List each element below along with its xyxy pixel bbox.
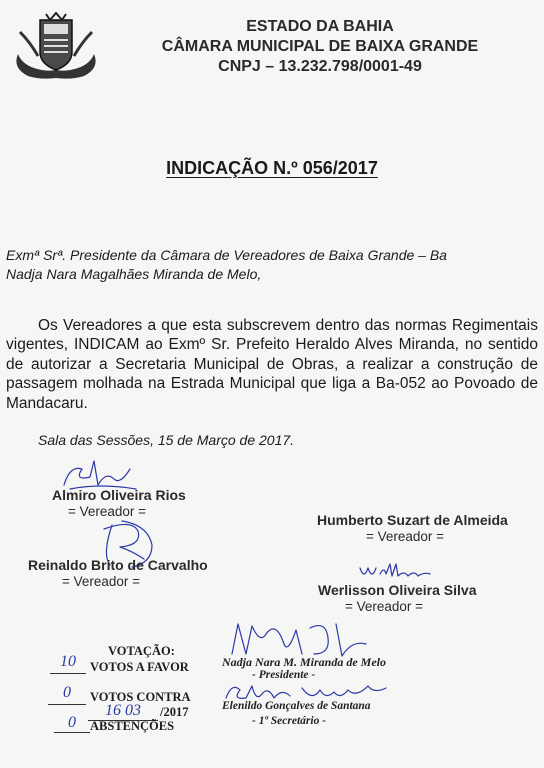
signatory-role-2: = Vereador = — [366, 529, 445, 544]
secretary-name: Elenildo Gonçalves de Santana — [222, 700, 371, 712]
votes-favor-count: 10 — [50, 653, 86, 674]
body-paragraph — [6, 316, 538, 413]
signatory-name-1: Almiro Oliveira Rios — [52, 487, 186, 503]
votes-against-count: 0 — [48, 684, 86, 705]
votes-against-label: VOTOS CONTRA — [90, 690, 191, 704]
header-chamber: CÂMARA MUNICIPAL DE BAIXA GRANDE — [161, 38, 479, 55]
signatory-name-4: Werlisson Oliveira Silva — [318, 582, 477, 598]
vote-date-handwritten: 16 03 — [88, 702, 158, 721]
date-line: Sala das Sessões, 15 de Março de 2017. — [38, 432, 295, 448]
document-title — [0, 158, 544, 179]
votes-abstain-label: ABSTENÇÕES — [90, 719, 175, 733]
addressee-line-1: Exmª Srª. Presidente da Câmara de Vereadores de Baixa Grande – Ba — [6, 247, 447, 263]
signatory-name-2: Humberto Suzart de Almeida — [317, 512, 508, 528]
header-state: ESTADO DA BAHIA — [246, 18, 394, 35]
body-text: Os Vereadores a que esta subscrevem dentro das normas Regimentais vigentes, INDICAM ao Exmº Sr. Prefeito Heraldo Alves Miranda, no sentido de autorizar a Secretaria Municipal de Obras, a realizar a construção de passagem molhada na Estrada Municipal que liga a Ba-052 ao Povoado de Mandacaru. — [6, 317, 538, 412]
votes-abstain-count: 0 — [54, 714, 90, 733]
addressee-line-2: Nadja Nara Magalhães Miranda de Melo, — [6, 266, 262, 282]
president-role: - Presidente - — [252, 669, 316, 681]
signatory-role-4: = Vereador = — [345, 599, 424, 614]
signature-scribble-4 — [356, 560, 436, 584]
secretary-role: - 1º Secretário - — [252, 715, 327, 727]
votes-favor-label: VOTOS A FAVOR — [90, 660, 189, 674]
president-name: Nadja Nara M. Miranda de Melo — [222, 655, 387, 669]
title-label: INDICAÇÃO N.º — [166, 158, 298, 178]
header-cnpj: CNPJ – 13.232.798/0001-49 — [218, 58, 422, 75]
title-number: 056/2017 — [297, 158, 378, 178]
signatory-role-1: = Vereador = — [68, 504, 147, 519]
vote-year: /2017 — [160, 705, 189, 719]
signatory-role-3: = Vereador = — [62, 574, 141, 589]
municipal-crest-icon — [10, 12, 102, 82]
signatory-name-3: Reinaldo Brito de Carvalho — [28, 557, 208, 573]
voting-title: VOTAÇÃO: — [108, 644, 175, 658]
